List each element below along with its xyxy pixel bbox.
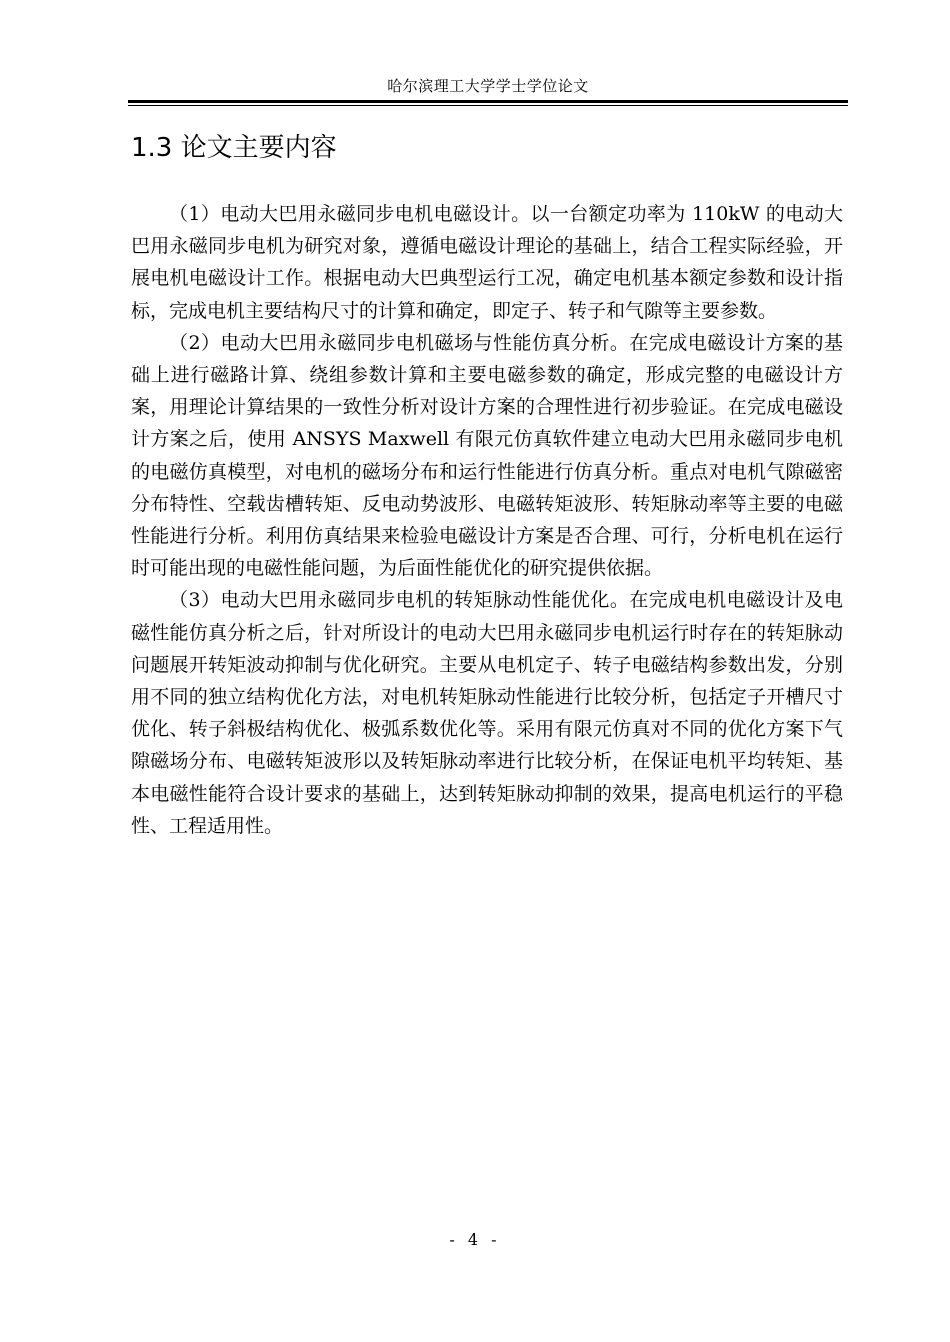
- paragraph-2: （2）电动大巴用永磁同步电机磁场与性能仿真分析。在完成电磁设计方案的基础上进行磁路计算、绕组参数计算和主要电磁参数的确定，形成完整的电磁设计方案，用理论计算结果的一致性分析对设计方案的合理性进行初步验证。在完成电磁设计方案之后，使用 ANSYS Maxwell 有限元仿真软件建立电动大巴用永磁同步电机的电磁仿真模型，对电机的磁场分布和运行性能进行仿真分析。重点对电机气隙磁密分布特性、空载齿槽转矩、反电动势波形、电磁转矩波形、转矩脉动率等主要的电磁性能进行分析。利用仿真结果来检验电磁设计方案是否合理、可行，分析电机在运行时可能出现的电磁性能问题，为后面性能优化的研究提供依据。: [131, 331, 843, 580]
- page-header-title: 哈尔滨理工大学学士学位论文: [387, 77, 589, 95]
- header-rule-thick: [128, 100, 848, 103]
- paragraph-1: （1）电动大巴用永磁同步电机电磁设计。以一台额定功率为 110kW 的电动大巴用永磁同步电机为研究对象，遵循电磁设计理论的基础上，结合工程实际经验，开展电机电磁设计工作。根据电动大巴典型运行工况，确定电机基本额定参数和设计指标，完成电机主要结构尺寸的计算和确定，即定子、转子和气隙等主要参数。: [131, 203, 843, 322]
- section-heading: 1.3 论文主要内容: [131, 133, 337, 163]
- body-text: [131, 198, 843, 842]
- page-number: - 4 -: [449, 1230, 501, 1249]
- paragraph-3: （3）电动大巴用永磁同步电机的转矩脉动性能优化。在完成电机电磁设计及电磁性能仿真分析之后，针对所设计的电动大巴用永磁同步电机运行时存在的转矩脉动问题展开转矩波动抑制与优化研究。主要从电机定子、转子电磁结构参数出发，分别用不同的独立结构优化方法，对电机转矩脉动性能进行比较分析，包括定子开槽尺寸优化、转子斜极结构优化、极弧系数优化等。采用有限元仿真对不同的优化方案下气隙磁场分布、电磁转矩波形以及转矩脉动率进行比较分析，在保证电机平均转矩、基本电磁性能符合设计要求的基础上，达到转矩脉动抑制的效果，提高电机运行的平稳性、工程适用性。: [131, 589, 843, 837]
- header-rule-thin: [128, 105, 848, 106]
